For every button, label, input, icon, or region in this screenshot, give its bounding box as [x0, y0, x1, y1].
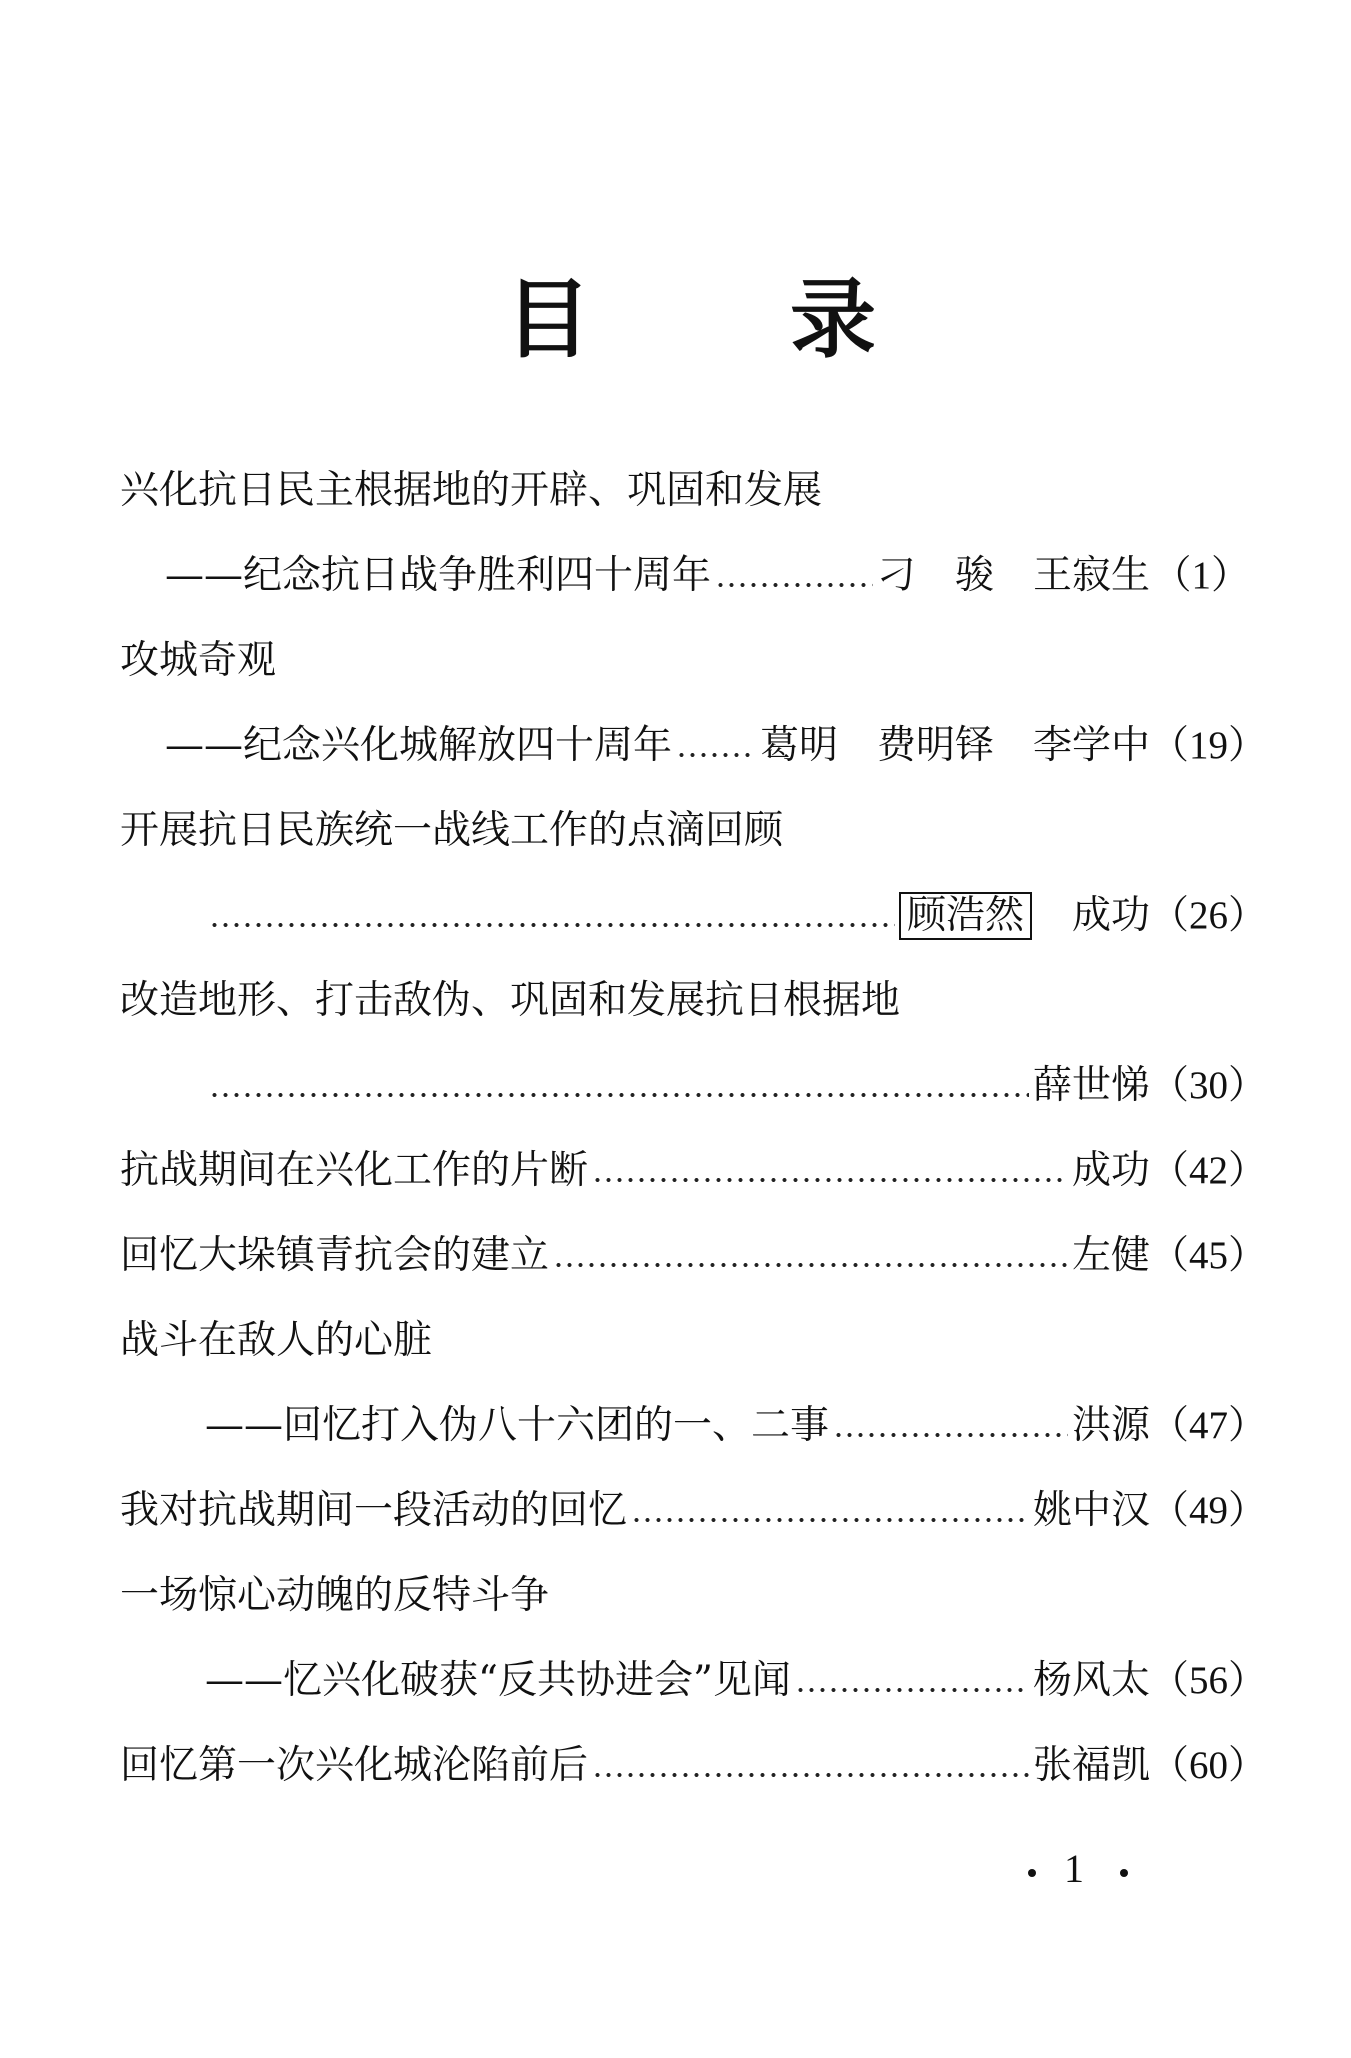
entry-title: 回忆第一次兴化城沦陷前后: [120, 1743, 589, 1788]
dot-leader: [631, 1517, 1029, 1523]
entry-title: 攻城奇观: [120, 638, 277, 683]
toc-entry-authors: [120, 873, 1268, 958]
entry-author-group: [899, 873, 1150, 958]
entry-author: 葛明 费明铎 李学中: [759, 723, 1150, 768]
entry-subtitle: ——忆兴化破获“反共协进会”见闻: [205, 1658, 791, 1703]
dot-leader: [715, 582, 873, 588]
entry-page-number: （26）: [1150, 894, 1268, 937]
entry-author: 成功: [1071, 1148, 1150, 1193]
entry-author: 左健: [1071, 1233, 1150, 1278]
entry-title: 我对抗战期间一段活动的回忆: [120, 1488, 628, 1533]
toc-entry-title: [120, 788, 1250, 873]
toc-list: [120, 448, 1268, 1808]
toc-entry-title: [120, 958, 1250, 1043]
toc-entry-title: [120, 1298, 1250, 1383]
entry-title: 一场惊心动魄的反特斗争: [120, 1573, 550, 1618]
entry-author: 薛世悌: [1032, 1063, 1150, 1108]
entry-author: 洪源: [1071, 1403, 1150, 1448]
toc-entry: [120, 1128, 1268, 1213]
entry-author: 成功: [1071, 893, 1150, 938]
toc-entry-subtitle: [120, 533, 1250, 618]
page-folio: [1000, 1845, 1156, 1892]
entry-page-number: （45）: [1150, 1234, 1268, 1277]
entry-author: 张福凯: [1032, 1743, 1150, 1788]
entry-title: 开展抗日民族统一战线工作的点滴回顾: [120, 808, 784, 853]
entry-title: 改造地形、打击敌伪、巩固和发展抗日根据地: [120, 978, 901, 1023]
toc-entry-subtitle: [120, 1638, 1268, 1723]
entry-subtitle: ——纪念兴化城解放四十周年: [165, 723, 673, 768]
toc-entry-title: [120, 1553, 1250, 1638]
entry-subtitle: ——回忆打入伪八十六团的一、二事: [205, 1403, 830, 1448]
page-title: [0, 270, 1351, 370]
toc-entry: [120, 1468, 1268, 1553]
entry-page-number: （1）: [1152, 554, 1250, 597]
boxed-author-name: 顾浩然: [899, 892, 1032, 940]
entry-author: 姚中汉: [1032, 1488, 1150, 1533]
dot-leader: [209, 922, 895, 928]
dot-leader: [209, 1092, 1029, 1098]
page-title-char-1: 目: [505, 270, 591, 370]
entry-title: 回忆大垛镇青抗会的建立: [120, 1233, 550, 1278]
dot-leader: [592, 1177, 1068, 1183]
dot-leader: [676, 752, 756, 758]
toc-entry-subtitle: [120, 703, 1268, 788]
toc-entry-subtitle: [120, 1383, 1268, 1468]
entry-author: 杨风太: [1032, 1658, 1150, 1703]
entry-page-number: （47）: [1150, 1404, 1268, 1447]
folio-dot-left: [1028, 1869, 1036, 1877]
toc-entry: [120, 1213, 1268, 1298]
folio-dot-right: [1120, 1869, 1128, 1877]
entry-page-number: （30）: [1150, 1064, 1268, 1107]
entry-page-number: （60）: [1150, 1744, 1268, 1787]
entry-title: 兴化抗日民主根据地的开辟、巩固和发展: [120, 468, 823, 513]
dot-leader: [592, 1772, 1029, 1778]
entry-page-number: （56）: [1150, 1659, 1268, 1702]
dot-leader: [833, 1432, 1068, 1438]
toc-entry-title: [120, 448, 1250, 533]
toc-entry-authors: [120, 1043, 1268, 1128]
entry-title: 抗战期间在兴化工作的片断: [120, 1148, 589, 1193]
entry-subtitle: ——纪念抗日战争胜利四十周年: [165, 553, 712, 598]
page-title-char-2: 录: [790, 270, 876, 370]
entry-page-number: （42）: [1150, 1149, 1268, 1192]
entry-title: 战斗在敌人的心脏: [120, 1318, 433, 1363]
toc-entry: [120, 1723, 1268, 1808]
toc-entry-title: [120, 618, 1250, 703]
dot-leader: [795, 1687, 1029, 1693]
entry-page-number: （19）: [1150, 724, 1268, 767]
dot-leader: [553, 1262, 1068, 1268]
folio-number: 1: [1064, 1846, 1092, 1891]
entry-page-number: （49）: [1150, 1489, 1268, 1532]
entry-author: 刁 骏 王寂生: [876, 553, 1150, 598]
